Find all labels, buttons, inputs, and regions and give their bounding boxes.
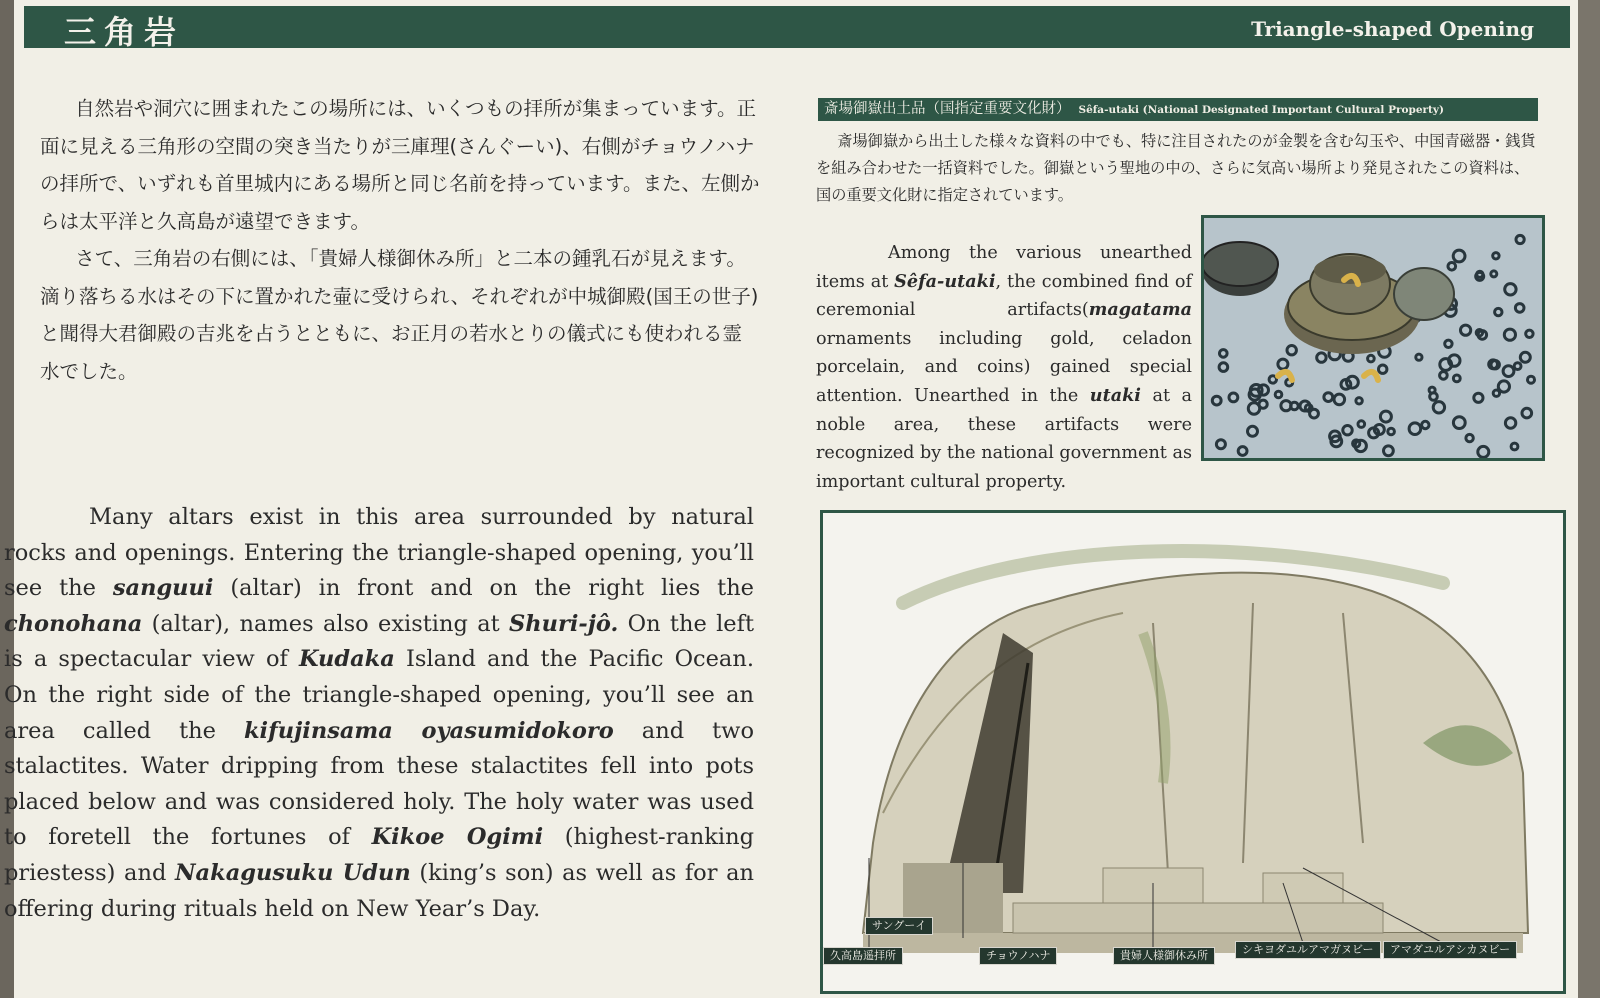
keyword-chonohana: chonohana	[4, 610, 143, 637]
text: at a noble area, these artifacts were recognized by the national government as important cultural property.	[816, 385, 1192, 492]
japanese-paragraph-2: さて、三角岩の右側には、「貴婦人様御休み所」と二本の鍾乳石が見えます。滴り落ちる水はその下に置かれた壷に受けられ、それぞれが中城御殿(国王の世子)と聞得大君御殿の吉兆を占うとともに、お正月の若水とりの儀式にも使われる霊水でした。	[40, 247, 759, 383]
artifacts-photo-drawing	[1204, 218, 1542, 458]
keyword-kudaka: Kudaka	[298, 646, 395, 673]
frame-right-edge	[1578, 0, 1600, 998]
artifacts-japanese	[816, 128, 1544, 209]
keyword-kifujinsama: kifujinsama oyasumidokoro	[243, 717, 614, 744]
keyword-sanguui: sanguui	[112, 575, 214, 602]
rock-drawing	[823, 513, 1563, 991]
english-paragraph	[4, 500, 754, 927]
keyword-nakagusuku-udun: Nakagusuku Udun	[174, 859, 411, 886]
artifacts-japanese-text: 斎場御嶽から出土した様々な資料の中でも、特に注目されたのが金製を含む勾玉や、中国青磁器・銭貨を組み合わせた一括資料でした。御嶽という聖地の中の、さらに気高い場所より発見されたこの資料は、国の重要文化財に指定されています。	[816, 132, 1536, 204]
artifacts-title-bar	[818, 98, 1538, 121]
text: Many altars exist in this area surrounded by natural rocks and openings. Entering the triangle-shaped opening, you’ll see the	[4, 504, 754, 602]
label-kifujinsama: 貴婦人様御休み所	[1113, 947, 1215, 965]
artifacts-photo	[1201, 215, 1545, 461]
triangle-rock-illustration	[820, 510, 1566, 994]
label-kudaka-worship: 久高島遥拝所	[823, 947, 903, 965]
artifacts-english-text	[816, 239, 1192, 496]
label-chonohana: チョウノハナ	[979, 947, 1057, 965]
title-japanese: 三角岩	[64, 13, 185, 51]
keyword-sefa-utaki: Sêfa-utaki	[894, 270, 996, 292]
text: On the left is a spectacular view of	[4, 610, 754, 673]
artifacts-title-japanese: 斎場御嶽出土品（国指定重要文化財）	[824, 101, 1071, 117]
title-english: Triangle-shaped Opening	[1251, 17, 1534, 41]
header-bar	[24, 6, 1570, 51]
keyword-utaki: utaki	[1089, 384, 1141, 406]
text: Among the various unearthed items at	[816, 243, 1192, 292]
text: and two stalactites. Water dripping from these stalactites fell into pots placed below and was considered holy. The holy water was used to foretell the fortunes of	[4, 717, 754, 851]
keyword-kikoe-ogimi: Kikoe Ogimi	[371, 824, 544, 851]
english-description	[4, 500, 754, 927]
label-amadayuru: アマダユルアシカヌビー	[1383, 941, 1517, 959]
artifacts-english	[816, 239, 1192, 496]
text: (altar) in front and on the right lies the	[213, 575, 754, 602]
artifacts-title-english: Sêfa-utaki (National Designated Important Cultural Property)	[1078, 104, 1444, 116]
text: (altar), names also existing at	[142, 610, 510, 637]
keyword-magatama: magatama	[1088, 299, 1192, 321]
text: (king’s son) as well as for an offering during rituals held on New Year’s Day.	[4, 859, 754, 922]
label-shikiyodayuru: シキヨダユルアマガヌビー	[1235, 941, 1381, 959]
text: Island and the Pacific Ocean. On the right side of the triangle-shaped opening, you’ll see an area called the	[4, 646, 754, 744]
japanese-paragraph-1: 自然岩や洞穴に囲まれたこの場所には、いくつもの拝所が集まっています。正面に見える三角形の空間の突き当たりが三庫理(さんぐーい)、右側がチョウノハナの拝所で、いずれも首里城内にある場所と同じ名前を持っています。また、左側からは太平洋と久高島が遠望できます。	[40, 97, 760, 233]
keyword-shuri-jo: Shuri-jô.	[509, 610, 619, 637]
text: , the combined find of ceremonial artifacts(	[816, 271, 1192, 321]
label-sanguui: サングーイ	[865, 917, 933, 935]
text: (highest-ranking priestess) and	[4, 824, 755, 886]
text: ornaments including gold, celadon porcelain, and coins) gained special attention. Unearthed in the	[816, 328, 1192, 406]
japanese-description	[40, 90, 760, 390]
